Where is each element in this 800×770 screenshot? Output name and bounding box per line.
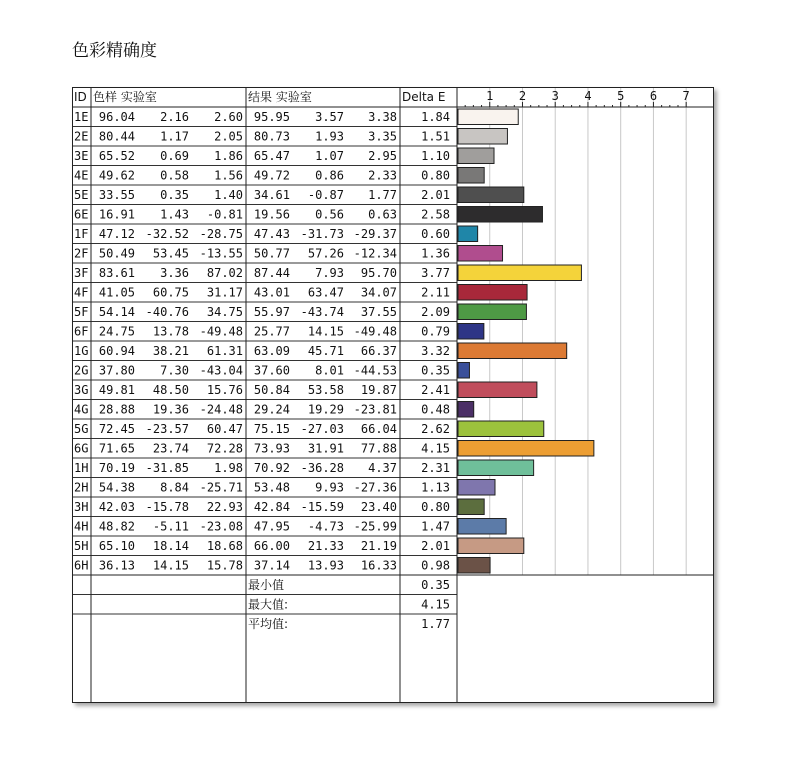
- bar-2E: [458, 129, 507, 145]
- result-value: 21.19: [360, 539, 397, 553]
- sample-value: 42.03: [98, 500, 135, 514]
- result-value: -27.36: [353, 480, 397, 495]
- x-tick-label-2: 2: [518, 89, 527, 103]
- header-delta-e: Delta E: [402, 90, 446, 104]
- result-value: 77.88: [360, 441, 397, 456]
- sample-value: 8.84: [160, 480, 189, 495]
- sample-value: -32.52: [145, 227, 189, 241]
- bar-2H: [458, 480, 495, 496]
- color-accuracy-table: [72, 87, 714, 703]
- result-value: 4.37: [368, 461, 397, 475]
- delta-e-value: 0.98: [421, 558, 450, 573]
- result-value: 42.84: [253, 500, 290, 514]
- sample-value: 31.17: [206, 285, 243, 300]
- bar-5H: [458, 538, 524, 554]
- bar-5F: [458, 304, 526, 320]
- sample-value: 3.36: [160, 266, 189, 280]
- chart-title: 色彩精确度: [72, 41, 157, 61]
- result-value: 45.71: [307, 344, 344, 358]
- sample-value: 60.47: [206, 422, 243, 436]
- result-value: 47.95: [253, 519, 290, 534]
- result-value: 1.77: [368, 188, 397, 202]
- sample-value: 54.38: [98, 480, 135, 495]
- sample-value: 72.45: [98, 422, 135, 436]
- sample-value: 7.30: [160, 363, 189, 378]
- result-value: 47.43: [253, 227, 290, 241]
- result-value: 0.86: [315, 168, 344, 183]
- sample-value: 96.04: [98, 110, 135, 124]
- delta-e-value: 0.80: [421, 500, 450, 514]
- sample-value: 1.98: [214, 461, 243, 475]
- sample-value: -0.81: [206, 207, 243, 222]
- sample-value: 49.62: [98, 168, 135, 183]
- delta-e-value: 4.15: [421, 441, 450, 456]
- result-value: 3.38: [368, 110, 397, 124]
- result-value: 49.72: [253, 168, 290, 183]
- sample-value: -13.55: [199, 246, 243, 261]
- delta-e-chart: [72, 87, 714, 703]
- summary-value: 4.15: [421, 597, 450, 612]
- bar-3G: [458, 382, 537, 398]
- result-value: -4.73: [307, 519, 344, 534]
- sample-value: 1.17: [160, 129, 189, 144]
- bar-6G: [458, 441, 594, 457]
- sample-value: 80.44: [98, 129, 135, 144]
- sample-value: 0.69: [160, 149, 189, 163]
- sample-value: 16.91: [98, 207, 135, 222]
- sample-value: 61.31: [206, 344, 243, 358]
- sample-value: -23.57: [145, 422, 189, 436]
- sample-value: 28.88: [98, 402, 135, 417]
- summary-label: 最大值:: [248, 597, 289, 612]
- row-id-2E: 2E: [74, 129, 89, 144]
- bar-6F: [458, 324, 484, 340]
- sample-value: 54.14: [98, 305, 135, 319]
- sample-value: 1.86: [214, 149, 243, 163]
- result-value: 80.73: [253, 129, 290, 144]
- sample-value: -23.08: [199, 519, 243, 534]
- delta-e-value: 1.51: [421, 129, 450, 144]
- result-value: -12.34: [353, 246, 397, 261]
- row-id-4F: 4F: [74, 285, 89, 300]
- result-value: 2.33: [368, 168, 397, 183]
- x-tick-label-3: 3: [551, 89, 559, 103]
- bar-2G: [458, 363, 469, 379]
- result-value: 9.93: [315, 480, 344, 495]
- sample-value: 2.16: [160, 110, 189, 124]
- delta-e-value: 2.01: [421, 188, 450, 202]
- result-value: -44.53: [353, 363, 397, 378]
- sample-value: 41.05: [98, 285, 135, 300]
- row-id-6F: 6F: [74, 324, 89, 339]
- sample-value: 60.94: [98, 344, 135, 358]
- result-value: 2.95: [368, 149, 397, 163]
- row-id-6E: 6E: [74, 207, 89, 222]
- delta-e-value: 2.11: [421, 285, 450, 300]
- sample-value: -25.71: [199, 480, 243, 495]
- result-value: 95.95: [253, 110, 290, 124]
- sample-value: 15.78: [206, 558, 243, 573]
- result-value: 66.04: [360, 422, 397, 436]
- result-value: 95.70: [360, 266, 397, 280]
- sample-value: -15.78: [145, 500, 189, 514]
- result-value: 75.15: [253, 422, 290, 436]
- result-value: -49.48: [353, 324, 397, 339]
- row-id-4H: 4H: [74, 519, 89, 534]
- result-value: 73.93: [253, 441, 290, 456]
- result-value: 63.47: [307, 285, 344, 300]
- sample-value: 47.12: [98, 227, 135, 241]
- sample-value: 65.10: [98, 539, 135, 553]
- sample-value: 37.80: [98, 363, 135, 378]
- sample-value: 53.45: [152, 246, 189, 261]
- delta-e-value: 3.77: [421, 266, 450, 280]
- row-id-2G: 2G: [74, 363, 89, 378]
- delta-e-value: 0.80: [421, 168, 450, 183]
- result-value: 63.09: [253, 344, 290, 358]
- sample-value: 60.75: [152, 285, 189, 300]
- result-value: 55.97: [253, 305, 290, 319]
- delta-e-value: 0.79: [421, 324, 450, 339]
- sample-value: -31.85: [145, 461, 189, 475]
- sample-value: -28.75: [199, 227, 243, 241]
- row-id-3E: 3E: [74, 149, 89, 163]
- result-value: 66.00: [253, 539, 290, 553]
- sample-value: -5.11: [152, 519, 189, 534]
- delta-e-value: 2.01: [421, 539, 450, 553]
- sample-value: 18.14: [152, 539, 189, 553]
- result-value: 1.93: [315, 129, 344, 144]
- x-tick-label-1: 1: [486, 89, 494, 103]
- bar-2F: [458, 246, 503, 262]
- row-id-4G: 4G: [74, 402, 89, 417]
- row-id-5G: 5G: [74, 422, 89, 436]
- sample-value: 0.58: [160, 168, 189, 183]
- bar-6E: [458, 207, 542, 223]
- sample-value: 15.76: [206, 383, 243, 397]
- result-value: 66.37: [360, 344, 397, 358]
- sample-value: -43.04: [199, 363, 243, 378]
- row-id-6H: 6H: [74, 558, 89, 573]
- sample-value: 72.28: [206, 441, 243, 456]
- delta-e-value: 0.60: [421, 227, 450, 241]
- result-value: 21.33: [307, 539, 344, 553]
- sample-value: -24.48: [199, 402, 243, 417]
- bar-3H: [458, 499, 484, 515]
- row-id-5E: 5E: [74, 188, 89, 202]
- result-value: 34.07: [360, 285, 397, 300]
- result-value: 87.44: [253, 266, 290, 280]
- result-value: 13.93: [307, 558, 344, 573]
- result-value: 23.40: [360, 500, 397, 514]
- sample-value: 34.75: [206, 305, 243, 319]
- row-id-1E: 1E: [74, 110, 89, 124]
- sample-value: 24.75: [98, 324, 135, 339]
- delta-e-value: 2.58: [421, 207, 450, 222]
- result-value: -31.73: [300, 227, 344, 241]
- sample-value: 2.60: [214, 110, 243, 124]
- sample-value: 14.15: [152, 558, 189, 573]
- sample-value: 2.05: [214, 129, 243, 144]
- delta-e-value: 1.13: [421, 480, 450, 495]
- result-value: 53.48: [253, 480, 290, 495]
- delta-e-value: 2.62: [421, 422, 450, 436]
- sample-value: 0.35: [160, 188, 189, 202]
- header-result: 结果 实验室: [248, 90, 312, 104]
- result-value: 19.29: [307, 402, 344, 417]
- row-id-1H: 1H: [74, 461, 89, 475]
- sample-value: 22.93: [206, 500, 243, 514]
- sample-value: 33.55: [98, 188, 135, 202]
- sample-value: -49.48: [199, 324, 243, 339]
- bar-4F: [458, 285, 527, 301]
- delta-e-value: 1.84: [421, 110, 450, 124]
- delta-e-value: 1.36: [421, 246, 450, 261]
- result-value: -43.74: [300, 305, 344, 319]
- result-value: -27.03: [300, 422, 344, 436]
- sample-value: 1.43: [160, 207, 189, 222]
- result-value: 34.61: [253, 188, 290, 202]
- result-value: 37.60: [253, 363, 290, 378]
- delta-e-value: 2.09: [421, 305, 450, 319]
- bar-4E: [458, 168, 484, 184]
- bar-3F: [458, 265, 581, 281]
- sample-value: 71.65: [98, 441, 135, 456]
- bar-3E: [458, 148, 494, 164]
- bar-1H: [458, 460, 534, 476]
- row-id-3H: 3H: [74, 500, 89, 514]
- row-id-2F: 2F: [74, 246, 89, 261]
- x-tick-label-5: 5: [617, 89, 625, 103]
- delta-e-value: 2.41: [421, 383, 450, 397]
- result-value: 57.26: [307, 246, 344, 261]
- sample-value: 83.61: [98, 266, 135, 280]
- result-value: -15.59: [300, 500, 344, 514]
- result-value: -36.28: [300, 461, 344, 475]
- result-value: 50.84: [253, 383, 290, 397]
- row-id-1G: 1G: [74, 344, 89, 358]
- result-value: 19.87: [360, 383, 397, 397]
- result-value: 14.15: [307, 324, 344, 339]
- result-value: 50.77: [253, 246, 290, 261]
- sample-value: 1.40: [214, 188, 243, 202]
- row-id-5H: 5H: [74, 539, 89, 553]
- sample-value: 48.82: [98, 519, 135, 534]
- result-value: 3.57: [315, 110, 344, 124]
- result-value: 7.93: [315, 266, 344, 280]
- sample-value: 19.36: [152, 402, 189, 417]
- delta-e-value: 0.35: [421, 363, 450, 378]
- sample-value: 38.21: [152, 344, 189, 358]
- sample-value: 65.52: [98, 149, 135, 163]
- summary-label: 平均值:: [248, 617, 289, 631]
- result-value: -25.99: [353, 519, 397, 534]
- result-value: 8.01: [315, 363, 344, 378]
- sample-value: 1.56: [214, 168, 243, 183]
- result-value: 43.01: [253, 285, 290, 300]
- result-value: 31.91: [307, 441, 344, 456]
- result-value: 70.92: [253, 461, 290, 475]
- row-id-1F: 1F: [74, 227, 89, 241]
- sample-value: -40.76: [145, 305, 189, 319]
- result-value: 0.56: [315, 207, 344, 222]
- x-tick-label-7: 7: [682, 89, 690, 103]
- summary-value: 1.77: [421, 617, 450, 631]
- result-value: 37.14: [253, 558, 290, 573]
- result-value: 25.77: [253, 324, 290, 339]
- bar-5G: [458, 421, 544, 437]
- header-id: ID: [74, 90, 87, 104]
- bar-4G: [458, 402, 474, 418]
- result-value: 19.56: [253, 207, 290, 222]
- header-sample: 色样 实验室: [93, 90, 157, 104]
- sample-value: 50.49: [98, 246, 135, 261]
- result-value: -23.81: [353, 402, 397, 417]
- x-tick-label-4: 4: [584, 89, 592, 103]
- sample-value: 48.50: [152, 383, 189, 397]
- delta-e-value: 1.47: [421, 519, 450, 534]
- result-value: -29.37: [353, 227, 397, 241]
- row-id-3G: 3G: [74, 383, 89, 397]
- result-value: 16.33: [360, 558, 397, 573]
- result-value: 3.35: [368, 129, 397, 144]
- result-value: 0.63: [368, 207, 397, 222]
- summary-value: 0.35: [421, 578, 450, 592]
- result-value: 29.24: [253, 402, 290, 417]
- summary-label: 最小值: [248, 578, 285, 592]
- row-id-6G: 6G: [74, 441, 89, 456]
- bar-1F: [458, 226, 478, 242]
- sample-value: 49.81: [98, 383, 135, 397]
- result-value: -0.87: [307, 188, 344, 202]
- result-value: 37.55: [360, 305, 397, 319]
- sample-value: 70.19: [98, 461, 135, 475]
- sample-value: 36.13: [98, 558, 135, 573]
- sample-value: 18.68: [206, 539, 243, 553]
- x-tick-label-6: 6: [649, 89, 658, 103]
- bar-5E: [458, 187, 524, 203]
- result-value: 1.07: [315, 149, 344, 163]
- result-value: 53.58: [307, 383, 344, 397]
- sample-value: 87.02: [206, 266, 243, 280]
- bar-4H: [458, 519, 506, 535]
- delta-e-value: 0.48: [421, 402, 450, 417]
- sample-value: 13.78: [152, 324, 189, 339]
- row-id-4E: 4E: [74, 168, 89, 183]
- delta-e-value: 2.31: [421, 461, 450, 475]
- bar-1G: [458, 343, 567, 359]
- bar-6H: [458, 558, 490, 574]
- sample-value: 23.74: [152, 441, 189, 456]
- row-id-2H: 2H: [74, 480, 89, 495]
- delta-e-value: 3.32: [421, 344, 450, 358]
- delta-e-value: 1.10: [421, 149, 450, 163]
- row-id-5F: 5F: [74, 305, 89, 319]
- bar-1E: [458, 109, 518, 125]
- result-value: 65.47: [253, 149, 290, 163]
- row-id-3F: 3F: [74, 266, 89, 280]
